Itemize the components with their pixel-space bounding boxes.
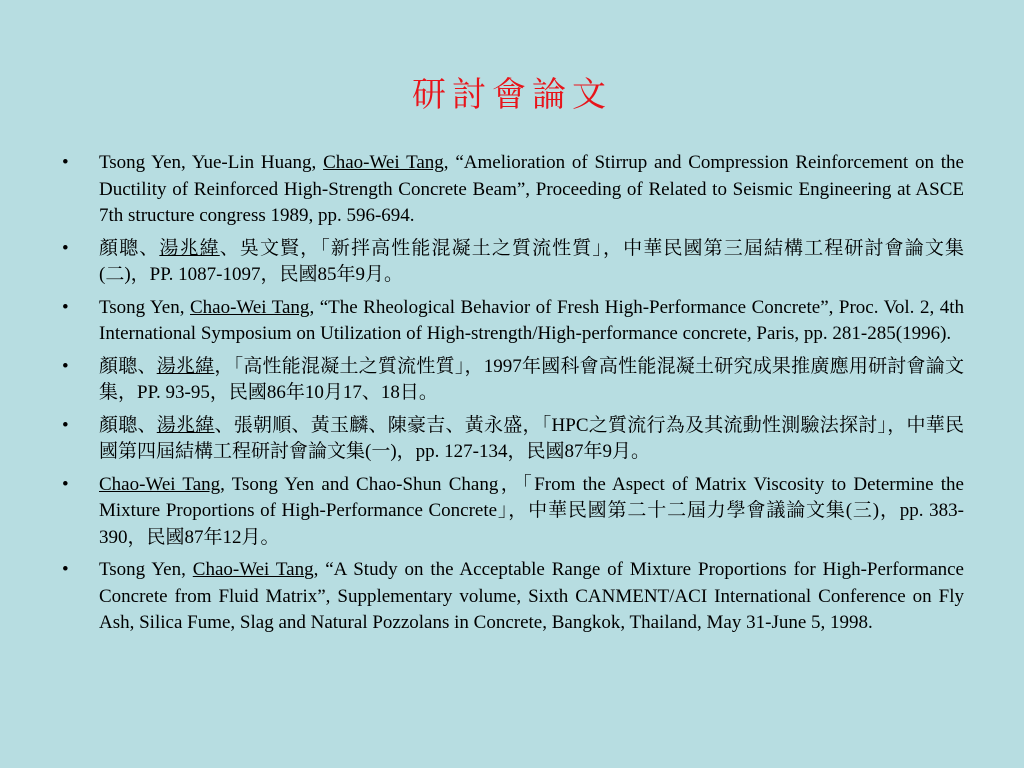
reference-item <box>62 236 964 289</box>
reference-text: g, “A Study on the Acceptable Range of Mixture Proportions for High-Performance Concrete from Fluid Matrix”, Supplementary volume, Sixth CANMENT/ACI International Conference on Fly Ash, Silica Fume, Slag and Natural Pozzolans in Concrete, Bangkok, Thailand, May 31-June 5, 1998. <box>99 559 964 633</box>
reference-list <box>62 150 964 643</box>
bullet-icon: • <box>62 473 69 495</box>
reference-item <box>62 354 964 407</box>
bullet-icon: • <box>62 559 69 580</box>
reference-item <box>62 472 964 552</box>
reference-item <box>62 295 964 348</box>
reference-text: 顏聰、 <box>99 355 157 377</box>
reference-text: Tsong Yen, <box>99 296 190 318</box>
bullet-icon: • <box>62 237 69 259</box>
underlined-author: Chao-Wei Tang <box>99 473 221 495</box>
underlined-author: Chao-Wei Tan <box>192 559 305 580</box>
underlined-author: 湯兆緯 <box>156 355 215 377</box>
underlined-author: Chao-Wei Tang <box>190 296 310 318</box>
reference-text: 、張朝順、黃玉麟、陳豪吉、黃永盛，「HPC之質流行為及其流動性測驗法探討」，中華民國第四屆結構工程研討會論文集(一)，pp. 127-134，民國87年9月。 <box>99 414 964 462</box>
reference-text: , Tsong Yen and Chao-Shun Chang，「From the Aspect of Matrix Viscosity to Determine the Mixture Proportions of High-Performance Concrete」，中華民國第二十二屆力學會議論文集(三)，pp. 383-390，民國87年12月。 <box>99 473 964 548</box>
reference-text: , “Amelioration of Stirrup and Compression Reinforcement on the Ductility of Reinforced High-Strength Concrete Beam”, Proceeding of Related to Seismic Engineering at ASCE 7th structure congress 1989, pp. 596-694. <box>99 152 964 226</box>
reference-text: 顏聰、 <box>99 414 157 436</box>
reference-text: ，「高性能混凝土之質流性質」，1997年國科會高性能混凝土研究成果推廣應用研討會論文集，PP. 93-95，民國86年10月17、18日。 <box>99 355 964 403</box>
reference-item <box>62 150 964 230</box>
reference-text: Tsong Yen, Yue-Lin Huang, <box>99 152 324 173</box>
reference-text: , “The Rheological Behavior of Fresh High-Performance Concrete”, Proc. Vol. 2, 4th International Symposium on Utilization of High-strength/High-performance concrete, Paris, pp. 281-285(1996). <box>99 296 964 344</box>
reference-text: 顏聰、 <box>99 237 160 259</box>
slide-title: 研討會論文 <box>412 77 612 114</box>
reference-text: Tsong Yen, <box>99 559 193 580</box>
underlined-author: Chao-Wei Tang <box>323 152 444 173</box>
bullet-icon: • <box>62 355 69 377</box>
underlined-author: 湯兆緯 <box>156 414 215 436</box>
reference-item <box>62 413 964 466</box>
underlined-author: 湯兆緯 <box>159 237 220 259</box>
reference-text: 、吳文賢，「新拌高性能混凝土之質流性質」，中華民國第三屆結構工程研討會論文集(二)，PP. 1087-1097，民國85年9月。 <box>99 237 964 285</box>
bullet-icon: • <box>62 296 69 318</box>
bullet-icon: • <box>62 152 69 173</box>
reference-item <box>62 557 964 637</box>
bullet-icon: • <box>62 414 69 436</box>
